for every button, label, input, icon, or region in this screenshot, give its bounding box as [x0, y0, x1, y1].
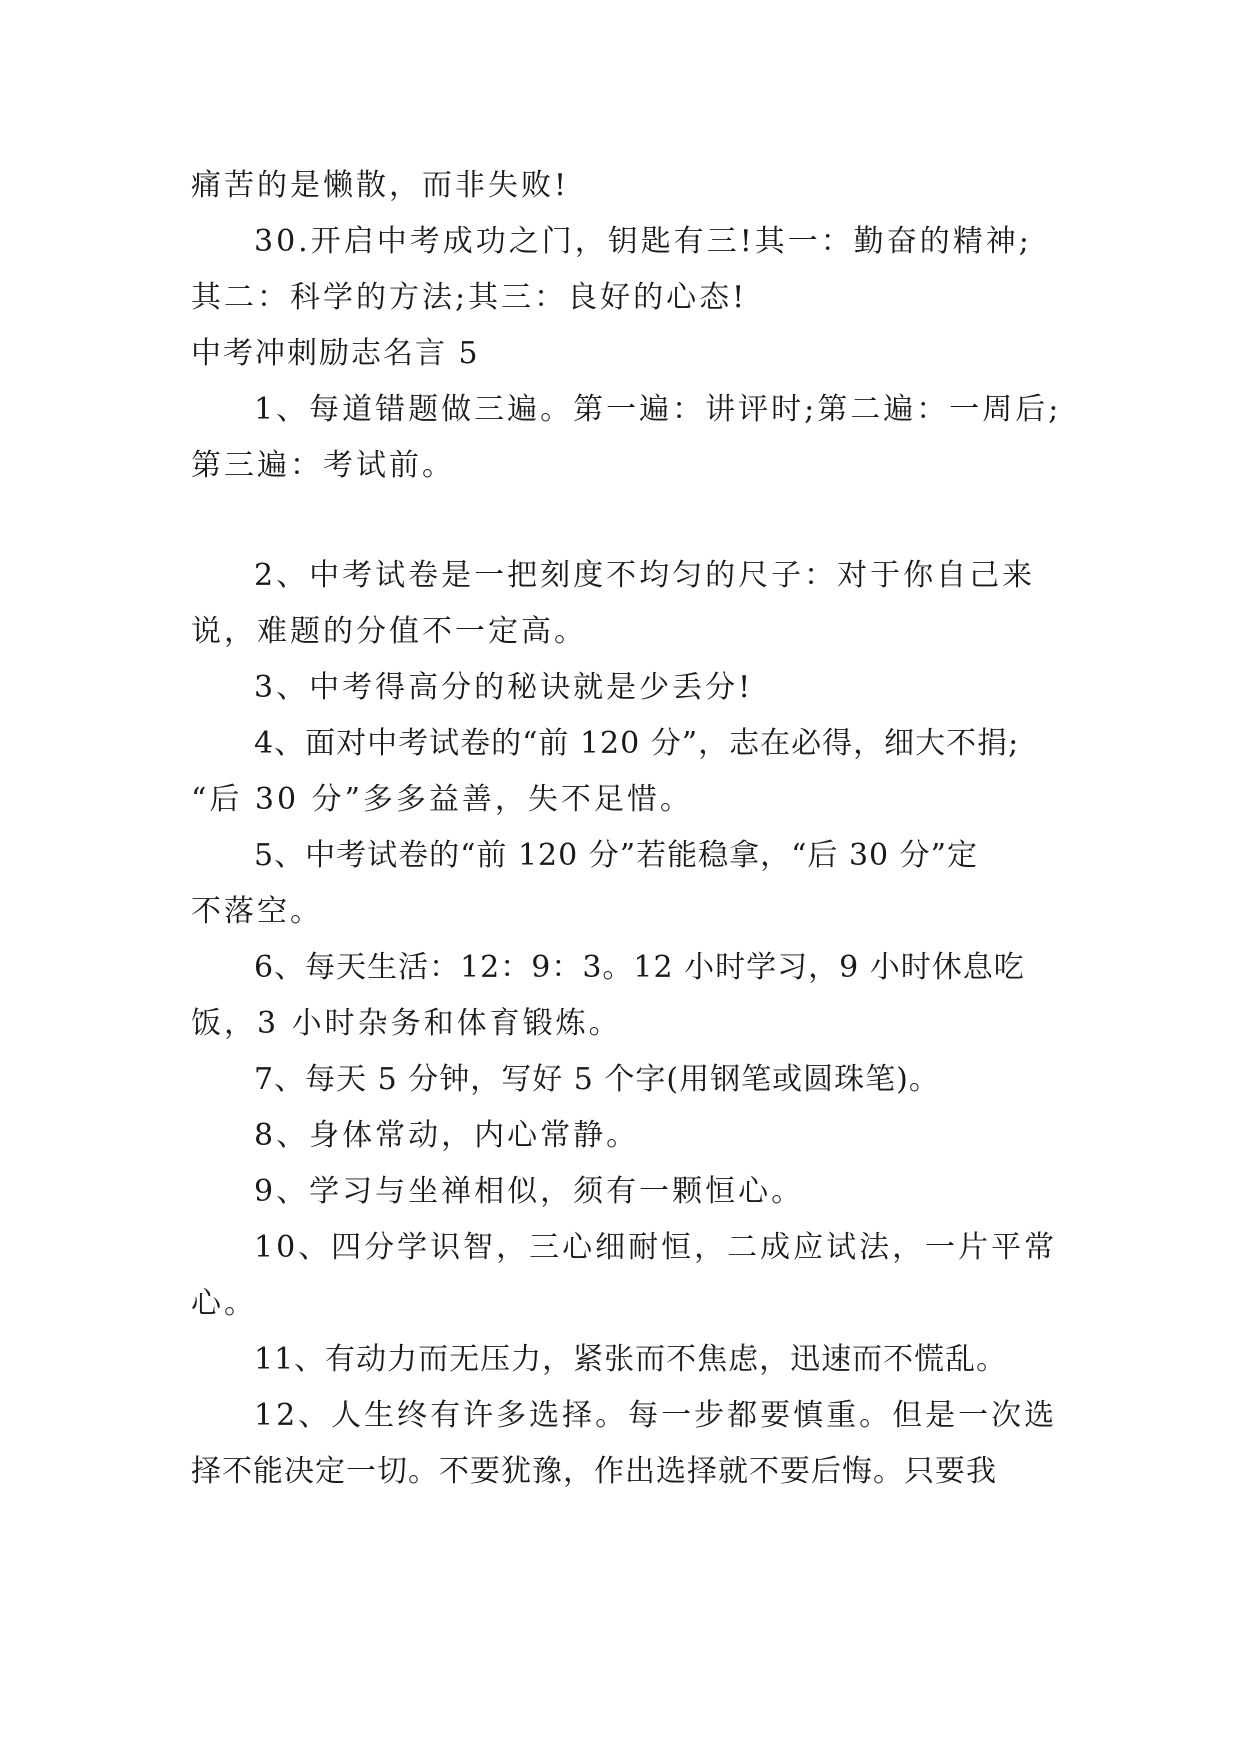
text-line: 4、面对中考试卷的“前 120 分”，志在必得，细大不捐; — [254, 726, 1020, 761]
text-line: 1、每道错题做三遍。第一遍：讲评时;第二遍：一周后; — [254, 392, 1062, 427]
text-line: 3、中考得高分的秘诀就是少丢分! — [254, 670, 754, 705]
text-line: 心。 — [191, 1286, 257, 1321]
text-line: 5、中考试卷的“前 120 分”若能稳拿，“后 30 分”定 — [254, 838, 979, 873]
text-line: “后 30 分”多多益善，失不足惜。 — [191, 782, 693, 817]
text-line: 10、四分学识智，三心细耐恒，二成应试法，一片平常 — [254, 1230, 1058, 1265]
text-line: 12、人生终有许多选择。每一步都要慎重。但是一次选 — [254, 1398, 1058, 1433]
text-line: 饭，3 小时杂务和体育锻炼。 — [191, 1006, 622, 1041]
text-line: 不落空。 — [191, 894, 323, 929]
text-line: 7、每天 5 分钟，写好 5 个字(用钢笔或圆珠笔)。 — [254, 1062, 940, 1097]
text-line: 痛苦的是懒散，而非失败! — [191, 168, 570, 203]
text-line: 其二：科学的方法;其三：良好的心态! — [191, 280, 748, 315]
text-line: 9、学习与坐禅相似，须有一颗恒心。 — [254, 1174, 805, 1209]
text-line: 择不能决定一切。不要犹豫，作出选择就不要后悔。只要我 — [191, 1454, 997, 1489]
text-line: 8、身体常动，内心常静。 — [254, 1118, 640, 1153]
text-line: 30.开启中考成功之门，钥匙有三!其一：勤奋的精神; — [254, 224, 1032, 259]
text-line: 第三遍：考试前。 — [191, 448, 455, 483]
text-line: 11、有动力而无压力，紧张而不焦虑，迅速而不慌乱。 — [254, 1342, 1008, 1377]
section-heading: 中考冲刺励志名言 5 — [191, 336, 480, 371]
text-line: 6、每天生活：12：9：3。12 小时学习，9 小时休息吃 — [254, 950, 1025, 985]
text-line: 说，难题的分值不一定高。 — [191, 614, 587, 649]
text-line: 2、中考试卷是一把刻度不均匀的尺子：对于你自己来 — [254, 558, 1036, 593]
